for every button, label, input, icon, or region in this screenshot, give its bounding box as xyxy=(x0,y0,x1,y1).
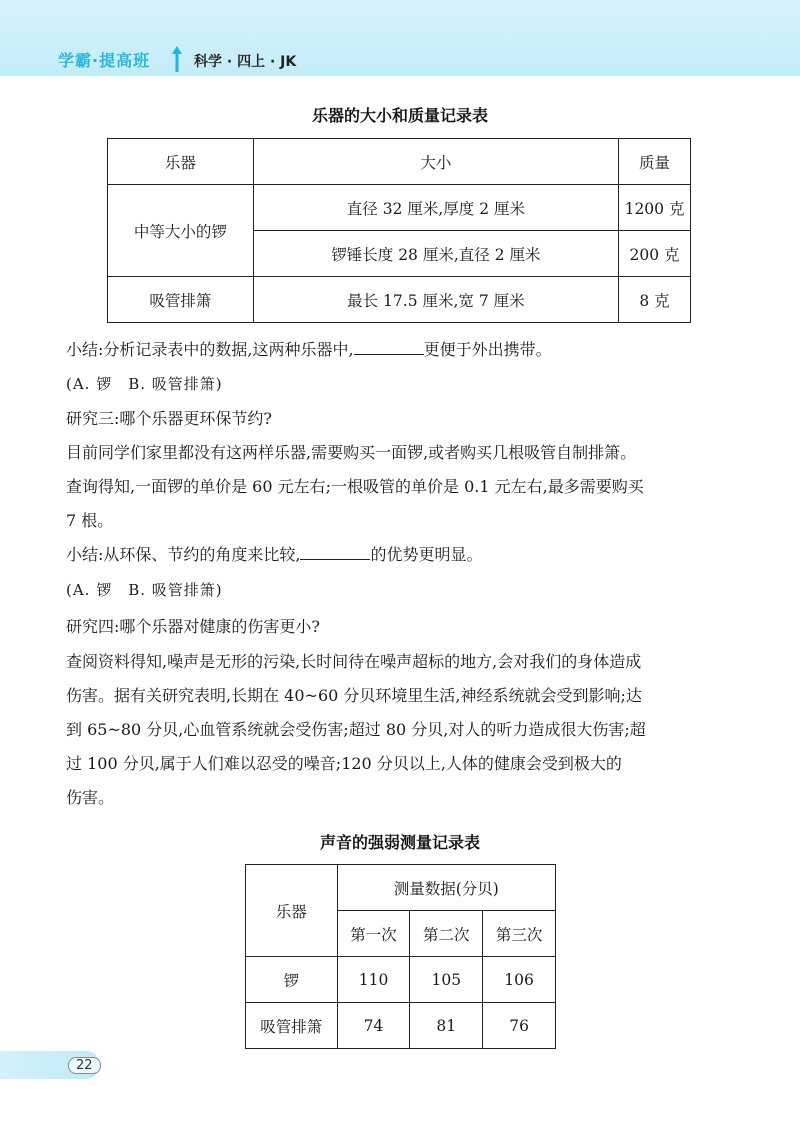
value-cell: 110 xyxy=(337,957,410,1003)
header-cell: 乐器 xyxy=(108,139,254,185)
size-cell: 最长 17.5 厘米,宽 7 厘米 xyxy=(253,277,618,323)
value-cell: 105 xyxy=(410,957,483,1003)
options-2: (A. 锣 B. 吸管排箫) xyxy=(66,581,223,599)
mass-cell: 8 克 xyxy=(619,277,691,323)
value-cell: 74 xyxy=(337,1003,410,1049)
summary-2: 小结:从环保、节约的角度来比较, 的优势更明显。 xyxy=(66,545,483,564)
research-4-title: 研究四:哪个乐器对健康的伤害更小? xyxy=(66,617,320,636)
size-cell: 锣锤长度 28 厘米,直径 2 厘米 xyxy=(253,231,618,277)
answer-blank[interactable] xyxy=(354,338,424,355)
series-logo: 学霸·提高班 xyxy=(58,51,151,70)
paragraph-line: 7 根。 xyxy=(66,511,114,530)
table1-title: 乐器的大小和质量记录表 xyxy=(311,106,488,125)
header-cell: 测量数据(分贝) xyxy=(337,865,555,911)
paragraph-line: 过 100 分贝,属于人们难以忍受的噪音;120 分贝以上,人体的健康会受到极大的 xyxy=(66,754,622,773)
subject-label: 科学 · 四上 · JK xyxy=(194,54,297,70)
page-number: 22 xyxy=(68,1057,101,1074)
research-3-title: 研究三:哪个乐器更环保节约? xyxy=(66,409,272,428)
instrument-cell: 吸管排箫 xyxy=(246,1003,338,1049)
value-cell: 106 xyxy=(483,957,556,1003)
paragraph-line: 到 65~80 分贝,心血管系统就会受伤害;超过 80 分贝,对人的听力造成很大伤害;超 xyxy=(66,720,646,739)
header-cell: 质量 xyxy=(619,139,691,185)
table2-title: 声音的强弱测量记录表 xyxy=(319,833,480,852)
answer-blank[interactable] xyxy=(300,543,370,560)
value-cell: 81 xyxy=(410,1003,483,1049)
header-cell: 乐器 xyxy=(246,865,338,957)
paragraph-line: 伤害。 xyxy=(66,788,115,807)
value-cell: 76 xyxy=(483,1003,556,1049)
header-cell: 大小 xyxy=(253,139,618,185)
options-1: (A. 锣 B. 吸管排箫) xyxy=(66,375,223,393)
table-header-row xyxy=(246,865,556,911)
mass-cell: 1200 克 xyxy=(619,185,691,231)
instrument-cell: 锣 xyxy=(246,957,338,1003)
header-cell: 第一次 xyxy=(337,911,410,957)
table-header-row xyxy=(108,139,691,185)
paragraph-line: 查询得知,一面锣的单价是 60 元左右;一根吸管的单价是 0.1 元左右,最多需要购买 xyxy=(66,477,644,496)
paragraph-line: 查阅资料得知,噪声是无形的污染,长时间待在噪声超标的地方,会对我们的身体造成 xyxy=(66,652,642,671)
header-cell: 第三次 xyxy=(483,911,556,957)
instrument-size-mass-table xyxy=(107,138,691,323)
sound-intensity-table xyxy=(245,864,556,1049)
table-row xyxy=(246,957,556,1003)
mass-cell: 200 克 xyxy=(619,231,691,277)
paragraph-line: 目前同学们家里都没有这两样乐器,需要购买一面锣,或者购买几根吸管自制排箫。 xyxy=(66,443,637,462)
instrument-cell: 中等大小的锣 xyxy=(108,185,254,277)
summary-1: 小结:分析记录表中的数据,这两种乐器中, 更便于外出携带。 xyxy=(66,340,552,359)
paragraph-line: 伤害。据有关研究表明,长期在 40~60 分贝环境里生活,神经系统就会受到影响;达 xyxy=(66,686,642,705)
table-row xyxy=(108,185,691,231)
arrow-up-icon xyxy=(170,44,184,74)
instrument-cell: 吸管排箫 xyxy=(108,277,254,323)
table-row xyxy=(246,1003,556,1049)
header-cell: 第二次 xyxy=(410,911,483,957)
table-row xyxy=(108,277,691,323)
size-cell: 直径 32 厘米,厚度 2 厘米 xyxy=(253,185,618,231)
